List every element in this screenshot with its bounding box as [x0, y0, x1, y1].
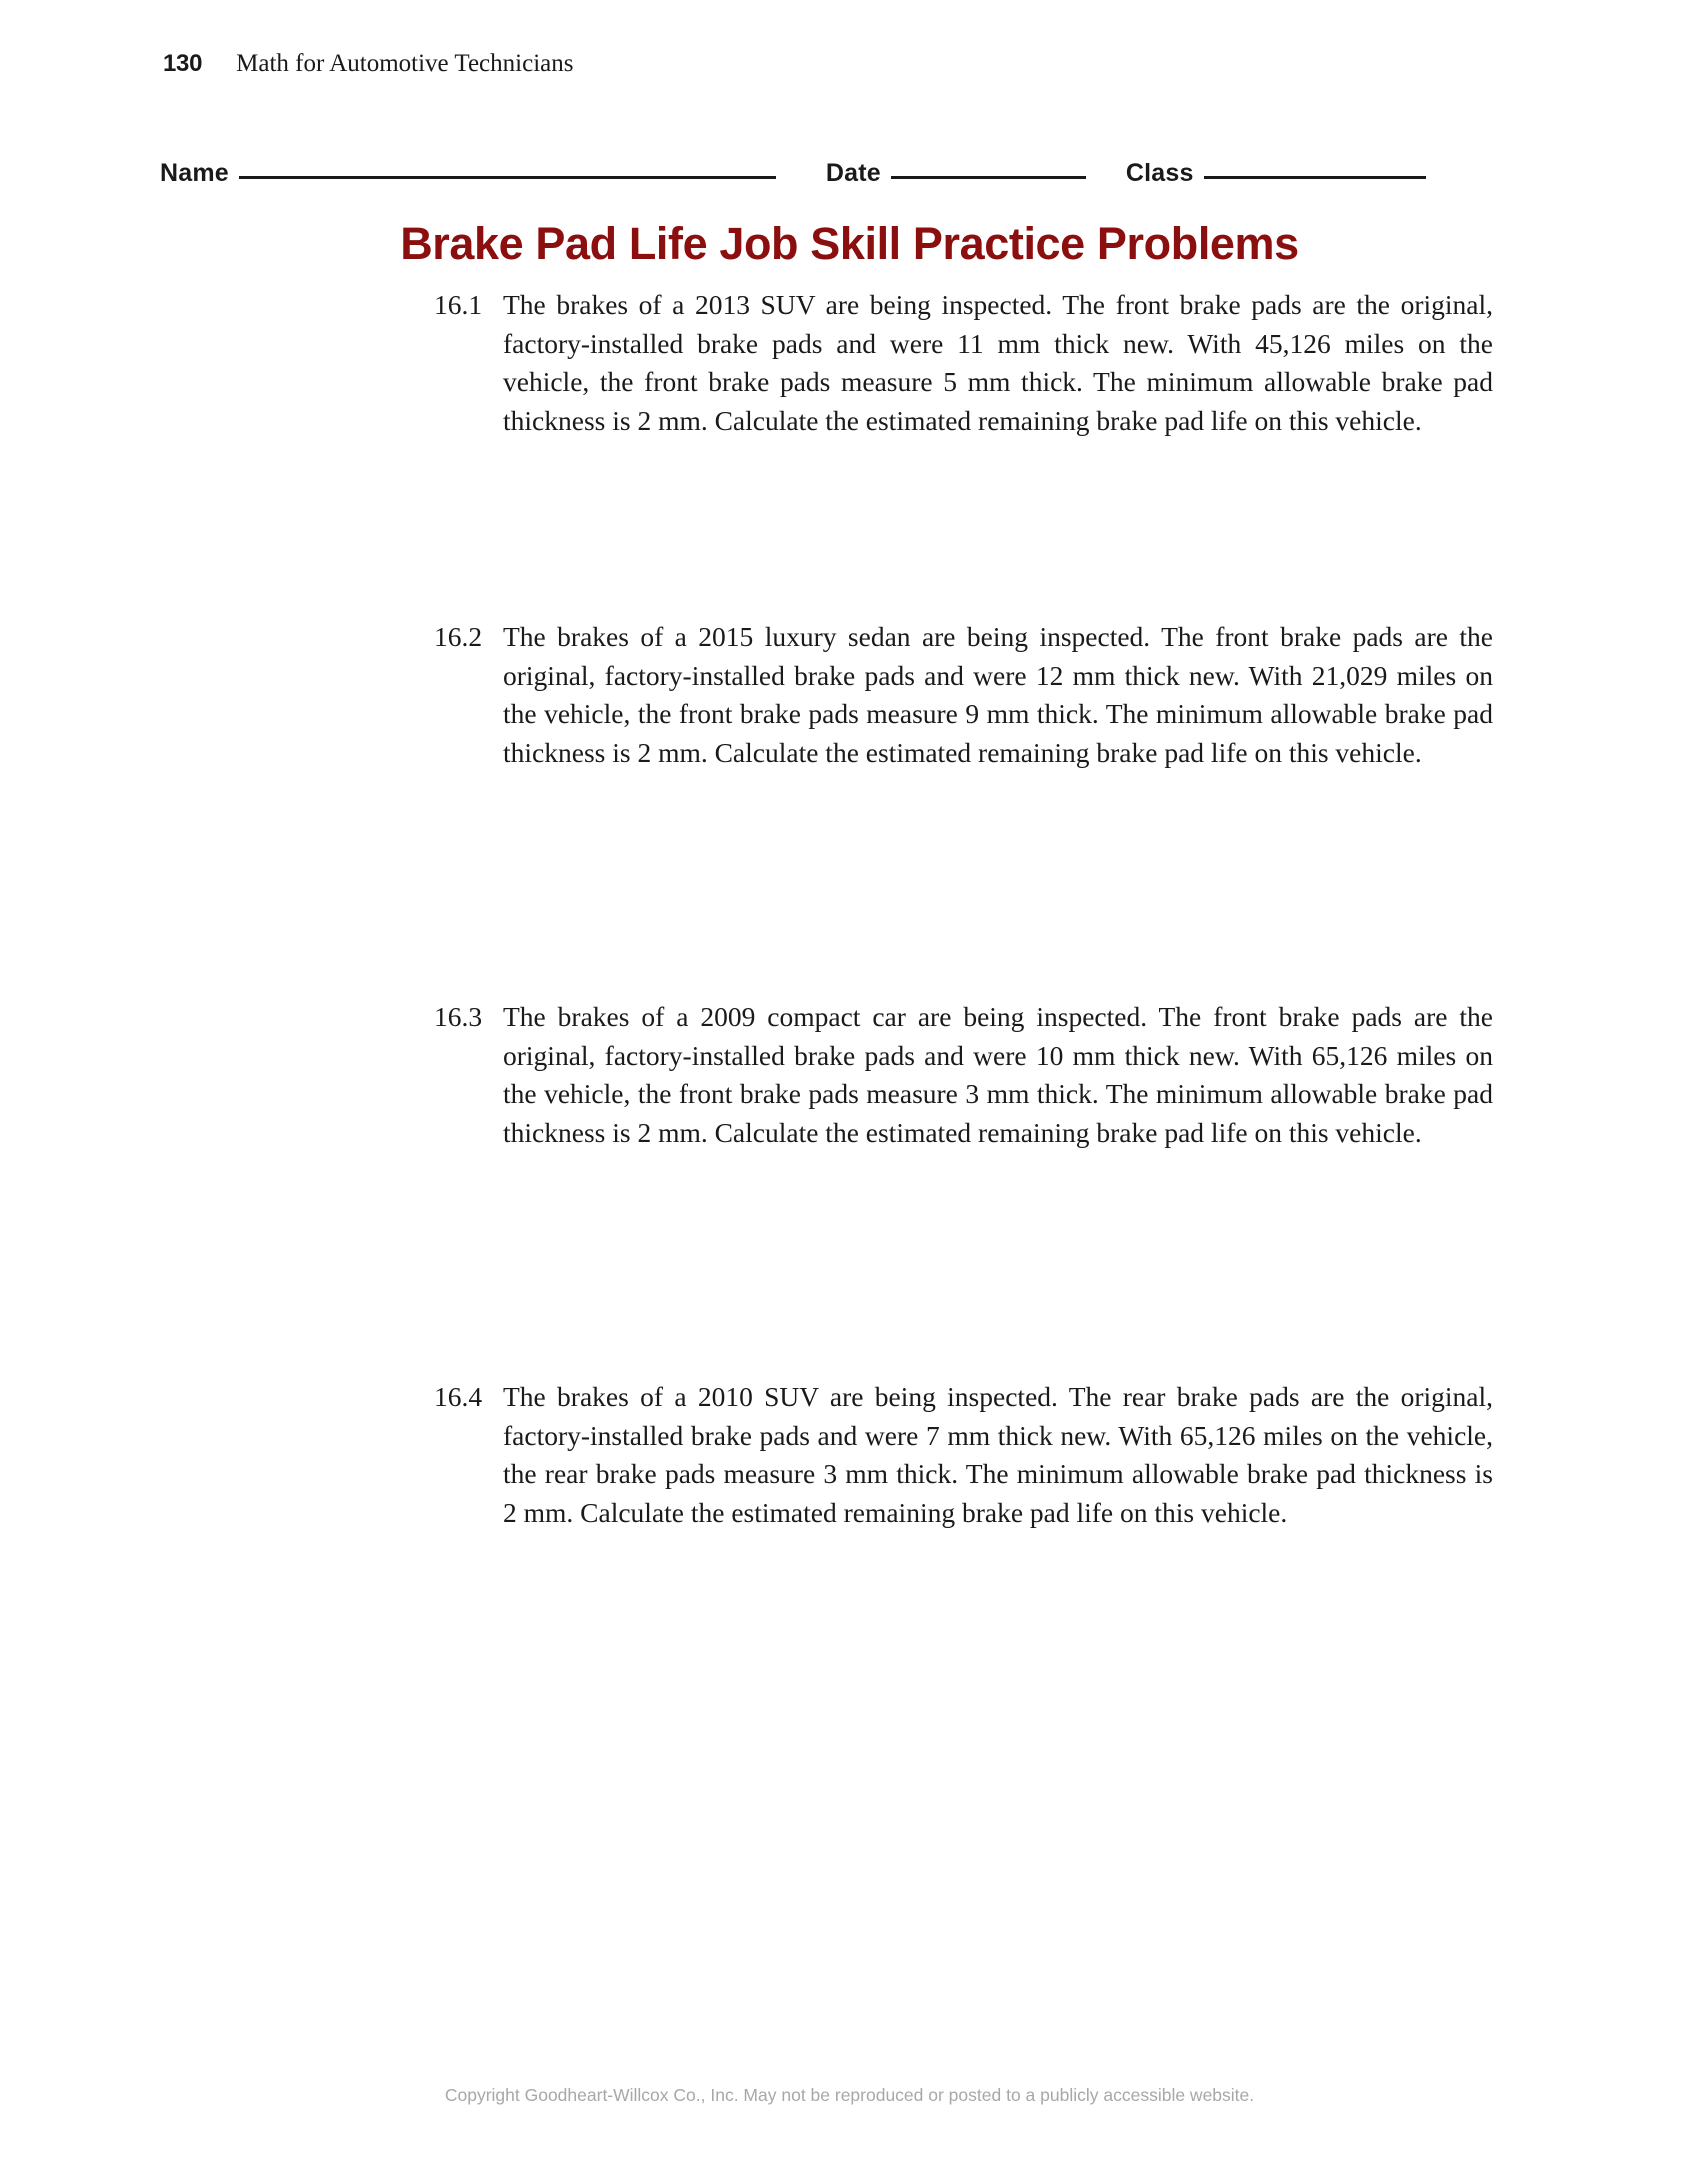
running-head-title: Math for Automotive Technicians — [236, 50, 574, 77]
class-label: Class — [1125, 159, 1194, 187]
problem-text: The brakes of a 2013 SUV are being inspected. The front brake pads are the original, factory-installed brake pads and were 11 mm thick new. With 45,126 miles on the vehicle, the front brake pads measure 5 mm thick. The minimum allowable brake pad thickness is 2 mm. Calculate the estimated remaining brake pad life on this vehicle. — [503, 289, 1493, 436]
page-title: Brake Pad Life Job Skill Practice Problems — [400, 218, 1299, 269]
date-input-rule[interactable] — [891, 151, 1086, 179]
problem-number: 16.4 — [434, 1381, 483, 1412]
running-head — [163, 50, 573, 78]
problem-number: 16.1 — [434, 289, 483, 320]
problem-text: The brakes of a 2015 luxury sedan are being inspected. The front brake pads are the original, factory-installed brake pads and were 12 mm thick new. With 21,029 miles on the vehicle, the front brake pads measure 9 mm thick. The minimum allowable brake pad thickness is 2 mm. Calculate the estimated remaining brake pad life on this vehicle. — [503, 621, 1493, 768]
problem-item — [434, 618, 1493, 998]
problem-number: 16.2 — [434, 621, 483, 652]
page-number: 130 — [163, 50, 203, 77]
date-label: Date — [825, 159, 881, 187]
class-input-rule[interactable] — [1204, 151, 1426, 179]
problem-item — [434, 998, 1493, 1378]
copyright-footer: Copyright Goodheart-Willcox Co., Inc. May not be reproduced or posted to a publicly accessible website. — [444, 2085, 1255, 2105]
problem-list — [434, 286, 1493, 1532]
problem-text: The brakes of a 2009 compact car are being inspected. The front brake pads are the original, factory-installed brake pads and were 10 mm thick new. With 65,126 miles on the vehicle, the front brake pads measure 3 mm thick. The minimum allowable brake pad thickness is 2 mm. Calculate the estimated remaining brake pad life on this vehicle. — [503, 1001, 1493, 1148]
problem-item — [434, 286, 1493, 618]
student-info-line — [160, 153, 1540, 188]
problem-text: The brakes of a 2010 SUV are being inspected. The rear brake pads are the original, factory-installed brake pads and were 7 mm thick new. With 65,126 miles on the vehicle, the rear brake pads measure 3 mm thick. The minimum allowable brake pad thickness is 2 mm. Calculate the estimated remaining brake pad life on this vehicle. — [503, 1381, 1493, 1528]
name-input-rule[interactable] — [239, 151, 776, 179]
problem-number: 16.3 — [434, 1001, 483, 1032]
name-label: Name — [160, 159, 229, 187]
problem-item — [434, 1378, 1493, 1532]
